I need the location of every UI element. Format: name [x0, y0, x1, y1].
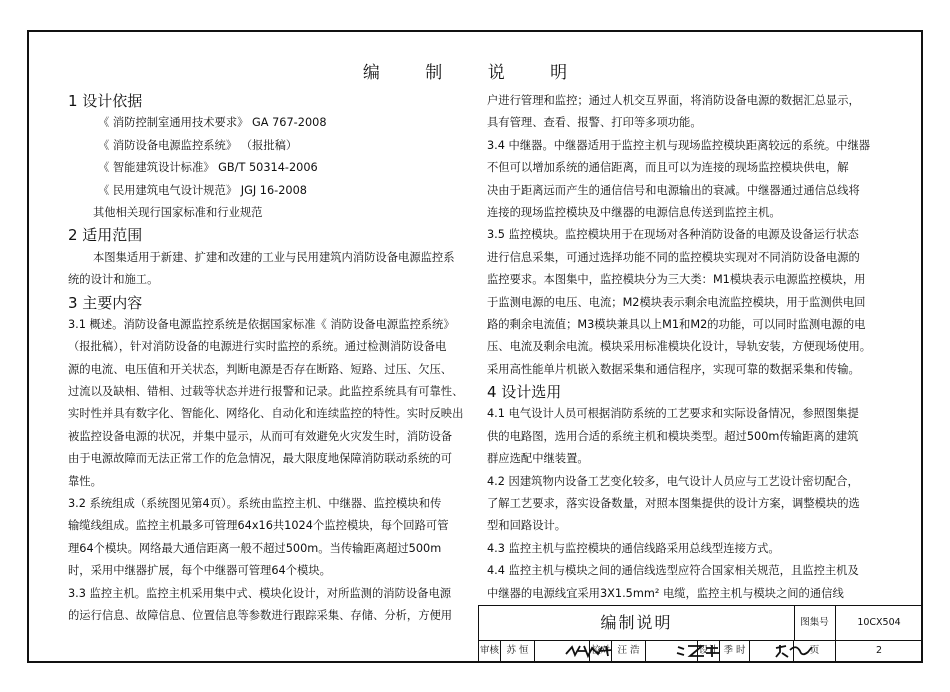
text-line: 不但可以增加系统的通信距离，而且可以为连接的现场监控模块供电，解 [487, 161, 849, 175]
check-label: 校对 [590, 640, 612, 661]
text-line: （报批稿），针对消防设备的电源进行实时监控的系统。通过检测消防设备电 [68, 340, 447, 354]
design-label: 设计 [698, 640, 720, 661]
text-line: 群应选配中继装置。 [487, 452, 589, 466]
page-number: 2 [875, 645, 883, 656]
text-line: 型和回路设计。 [487, 519, 567, 533]
page-label: 页 [794, 640, 836, 661]
checker-name: 汪 浩 [612, 640, 646, 661]
text-line: 4.3 监控主机与监控模块的通信线路采用总线型连接方式。 [487, 541, 780, 555]
text-line: 《 民用建筑电气设计规范》 JGJ 16-2008 [98, 183, 307, 197]
text-line: 由于电源故障而无法正常工作的危急情况，最大限度地保障消防联动系统的可 [68, 452, 453, 466]
text-line: 3.3 监控主机。监控主机采用集中式、模块化设计，对所监测的消防设备电源 [68, 586, 452, 600]
section-heading: 4 设计选用 [487, 383, 562, 402]
atlas-number-label: 图集号 [794, 606, 836, 640]
text-line: 压、电流及剩余电流。模块采用标准模块化设计，导轨安装，方便现场使用。 [487, 340, 872, 354]
text-line: 具有管理、查看、报警、打印等多项功能。 [487, 116, 702, 130]
text-line: 中继器的电源线宜采用3X1.5mm² 电缆，监控主机与模块之间的通信线 [487, 586, 844, 600]
text-line: 3.5 监控模块。监控模块用于在现场对各种消防设备的电源及设备运行状态 [487, 228, 859, 242]
text-line: 其他相关现行国家标准和行业规范 [93, 205, 263, 219]
section-heading: 2 适用范围 [68, 226, 143, 245]
right-text-column [487, 90, 887, 605]
text-line: 4.4 监控主机与模块之间的通信线选型应符合国家相关规范，且监控主机及 [487, 564, 859, 578]
text-line: 户进行管理和监控；通过人机交互界面，将消防设备电源的数据汇总显示， [487, 94, 860, 107]
checker-signature [646, 640, 698, 661]
designer-name: 季 时 [720, 640, 750, 661]
text-line: 3.2 系统组成（系统图见第4页）。系统由监控主机、中继器、监控模块和传 [68, 497, 442, 511]
designer-signature [750, 640, 794, 661]
text-line: 路的剩余电流值；M3模块兼具以上M1和M2的功能，可以同时监测电源的电 [487, 317, 866, 331]
text-line: 靠性。 [68, 474, 102, 488]
section-heading: 3 主要内容 [68, 293, 143, 312]
page-title: 编 制 说 明 [362, 63, 588, 83]
title-block-top-row [479, 606, 922, 641]
text-line: 时，采用中继器扩展，每个中继器可管理64个模块。 [68, 564, 331, 578]
text-line: 源的电流、电压值和开关状态，判断电源是否存在断路、短路、过压、欠压、 [68, 362, 453, 376]
text-line: 4.1 电气设计人员可根据消防系统的工艺要求和实际设备情况，参照图集提 [487, 407, 859, 421]
text-line: 本图集适用于新建、扩建和改建的工业与民用建筑内消防设备电源监控系 [93, 250, 455, 264]
reviewer-name: 苏 恒 [501, 640, 535, 661]
text-line: 采用高性能单片机嵌入数据采集和通信程序，实现可靠的数据采集和传输。 [487, 362, 860, 376]
text-line: 《 消防设备电源监控系统》 （报批稿） [98, 138, 298, 152]
atlas-number: 10CX504 [857, 617, 901, 628]
text-line: 4.2 因建筑物内设备工艺变化较多，电气设计人员应与工艺设计密切配合， [487, 474, 859, 488]
text-line: 供的电路图，选用合适的系统主机和模块类型。超过500m传输距离的建筑 [487, 429, 859, 443]
review-label: 审核 [479, 640, 501, 661]
text-line: 3.1 概述。消防设备电源监控系统是依据国家标准《 消防设备电源监控系统》 [68, 317, 455, 331]
title-block-title: 编制说明 [479, 606, 795, 640]
text-line: 统的设计和施工。 [68, 273, 159, 287]
text-line: 监控要求。本图集中，监控模块分为三大类：M1模块表示电源监控模块，用 [487, 273, 866, 287]
text-line: 了解工艺要求，落实设备数量，对照本图集提供的设计方案，调整模块的选 [487, 497, 860, 511]
text-line: 过流以及缺相、错相、过载等状态并进行报警和记录。此监控系统具有可靠性、 [68, 385, 464, 399]
text-line: 输缆线组成。监控主机最多可管理64x16共1024个监控模块，每个回路可管 [68, 519, 449, 533]
text-line: 3.4 中继器。中继器适用于监控主机与现场监控模块距离较远的系统。中继器 [487, 138, 871, 152]
text-line: 的运行信息、故障信息、位置信息等参数进行跟踪采集、存储、分析，方便用 [68, 608, 453, 622]
left-text-column [68, 90, 470, 627]
text-line: 实时性并具有数字化、智能化、网络化、自动化和连续监控的特性。实时反映出 [68, 407, 464, 421]
text-line: 连接的现场监控模块及中继器的电源信息传送到监控主机。 [487, 205, 781, 219]
text-line: 进行信息采集，可通过选择功能不同的监控模块实现对不同消防设备电源的 [487, 250, 860, 264]
text-line: 决由于距离远而产生的通信信号和电源输出的衰减。中继器通过通信总线将 [487, 183, 860, 197]
title-block [478, 605, 922, 662]
text-line: 《 智能建筑设计标准》 GB/T 50314-2006 [98, 161, 318, 175]
section-heading: 1 设计依据 [68, 92, 143, 110]
title-block-signature-row [479, 640, 922, 661]
text-line: 理64个模块。网络最大通信距离一般不超过500m。当传输距离超过500m [68, 541, 442, 555]
text-line: 于监测电源的电压、电流；M2模块表示剩余电流监控模块，用于监测供电回 [487, 295, 866, 309]
text-line: 被监控设备电源的状况，并集中显示，从而可有效避免火灾发生时，消防设备 [68, 429, 453, 443]
text-line: 《 消防控制室通用技术要求》 GA 767-2008 [98, 116, 327, 130]
reviewer-signature [535, 640, 590, 661]
